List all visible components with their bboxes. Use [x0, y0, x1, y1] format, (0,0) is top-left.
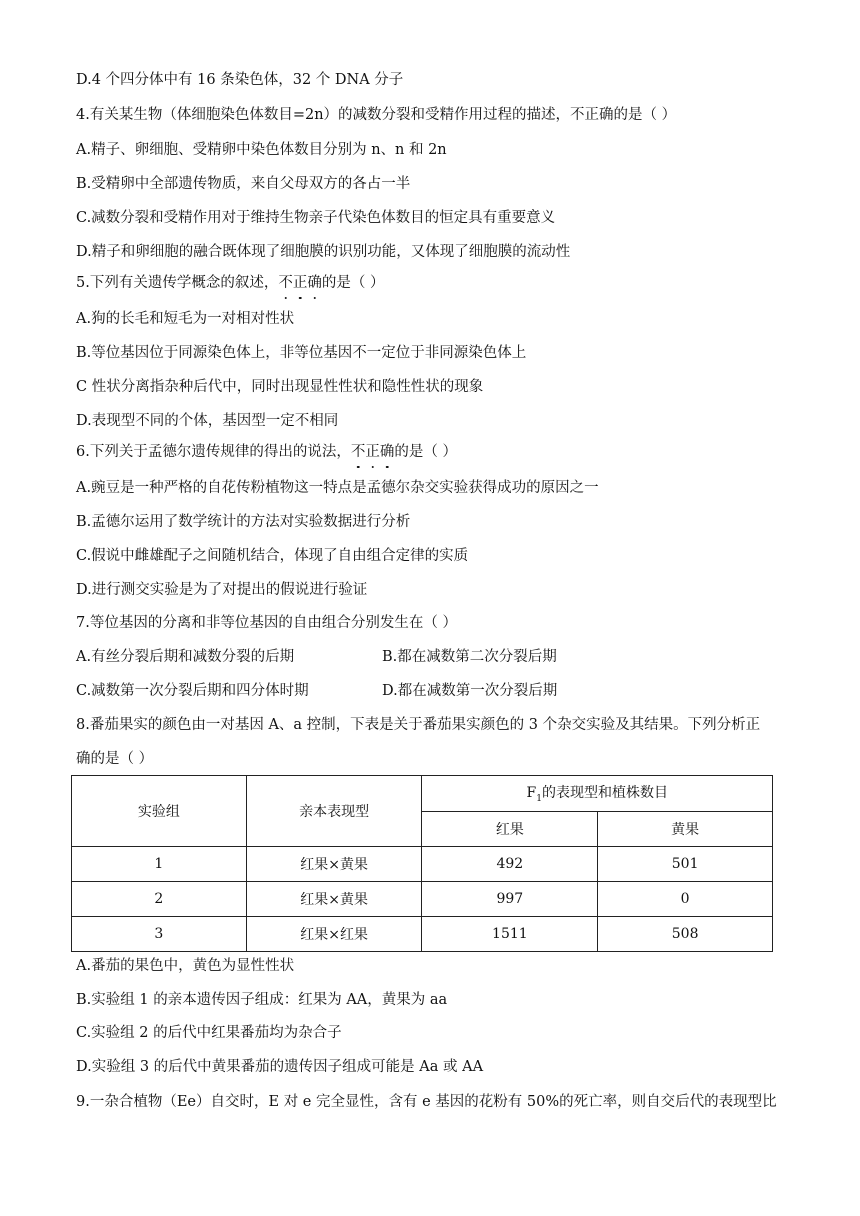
q6-emph-char: 不	[350, 444, 366, 460]
question-8-line-2: 确的是（ ）	[76, 751, 154, 767]
header-f1	[422, 776, 773, 812]
question-4: 4.有关某生物（体细胞染色体数目=2n）的减数分裂和受精作用过程的描述，不正确的是（ ）	[76, 107, 677, 123]
question-5	[76, 273, 384, 293]
q4-option-c: C.减数分裂和受精作用对于维持生物亲子代染色体数目的恒定具有重要意义	[76, 210, 556, 226]
table-row	[72, 882, 773, 917]
q7-option-a: A.有丝分裂后期和减数分裂的后期	[76, 649, 295, 665]
q6-option-b: B.孟德尔运用了数学统计的方法对实验数据进行分析	[76, 514, 411, 530]
q8-option-d: D.实验组 3 的后代中黄果番茄的遗传因子组成可能是 Aa 或 AA	[76, 1059, 484, 1075]
q6-emphasis	[351, 444, 395, 460]
q5-emph-char: 确	[307, 275, 322, 291]
cell-group: 2	[72, 882, 247, 917]
q8-option-b: B.实验组 1 的亲本遗传因子组成：红果为 AA，黄果为 aa	[76, 992, 448, 1008]
q5-option-d: D.表现型不同的个体，基因型一定不相同	[76, 413, 339, 429]
table-header-row	[72, 776, 773, 812]
cell-yellow: 508	[598, 917, 773, 952]
question-9: 9.一杂合植物（Ee）自交时，E 对 e 完全显性，含有 e 基因的花粉有 50%的死亡率，则自交后代的表现型比	[76, 1094, 777, 1110]
q5-option-a: A.狗的长毛和短毛为一对相对性状	[76, 311, 295, 327]
cell-yellow: 501	[598, 847, 773, 882]
q5-option-b: B.等位基因位于同源染色体上，非等位基因不一定位于非同源染色体上	[76, 345, 527, 361]
question-8-line-1: 8.番茄果实的颜色由一对基因 A、a 控制，下表是关于番茄果实颜色的 3 个杂交实验及其结果。下列分析正	[76, 717, 761, 733]
cell-parent: 红果×黄果	[246, 882, 422, 917]
q7-option-c: C.减数第一次分裂后期和四分体时期	[76, 683, 309, 699]
header-parent: 亲本表现型	[246, 776, 422, 847]
q5-emph-char: 不	[278, 275, 293, 291]
q6-stem: 6.下列关于孟德尔遗传规律的得出的说法，	[76, 444, 351, 460]
q4-option-d: D.精子和卵细胞的融合既体现了细胞膜的识别功能，又体现了细胞膜的流动性	[76, 244, 571, 260]
header-group: 实验组	[72, 776, 247, 847]
q7-option-b: B.都在减数第二次分裂后期	[382, 649, 557, 665]
q7-option-d: D.都在减数第一次分裂后期	[382, 683, 558, 699]
cell-red: 492	[422, 847, 598, 882]
f1-letter: F	[526, 785, 537, 802]
cell-red: 1511	[422, 917, 598, 952]
q4-option-b: B.受精卵中全部遗传物质，来自父母双方的各占一半	[76, 176, 411, 192]
f1-subscript: 1	[536, 794, 542, 805]
q5-stem: 5.下列有关遗传学概念的叙述，	[76, 275, 279, 291]
q5-emphasis	[278, 275, 322, 291]
q5-stem-end: 的是（ ）	[321, 275, 385, 291]
q4-option-a: A.精子、卵细胞、受精卵中染色体数目分别为 n、n 和 2n	[76, 142, 447, 158]
question-6	[76, 442, 457, 462]
table-row	[72, 847, 773, 882]
cell-red: 997	[422, 882, 598, 917]
cell-yellow: 0	[598, 882, 773, 917]
question-7: 7.等位基因的分离和非等位基因的自由组合分别发生在（ ）	[76, 615, 457, 631]
f1-caption: 的表现型和植株数目	[541, 785, 668, 802]
q6-stem-end: 的是（ ）	[394, 444, 457, 460]
q5-option-c: C 性状分离指杂种后代中，同时出现显性性状和隐性性状的现象	[76, 379, 484, 395]
q6-option-a: A.豌豆是一种严格的自花传粉植物这一特点是孟德尔杂交实验获得成功的原因之一	[76, 480, 599, 496]
q6-option-d: D.进行测交实验是为了对提出的假说进行验证	[76, 582, 368, 598]
q8-option-c: C.实验组 2 的后代中红果番茄均为杂合子	[76, 1025, 342, 1041]
q3-option-d: D.4 个四分体中有 16 条染色体，32 个 DNA 分子	[76, 72, 404, 88]
q5-emph-char: 正	[292, 275, 308, 291]
header-yellow: 黄果	[598, 811, 773, 847]
q8-option-a: A.番茄的果色中，黄色为显性性状	[76, 958, 295, 974]
table-row	[72, 917, 773, 952]
q6-option-c: C.假说中雌雄配子之间随机结合，体现了自由组合定律的实质	[76, 548, 469, 564]
header-red: 红果	[422, 811, 598, 847]
cell-group: 1	[72, 847, 247, 882]
cell-parent: 红果×红果	[246, 917, 422, 952]
experiment-table	[71, 775, 773, 952]
cell-parent: 红果×黄果	[246, 847, 422, 882]
q6-emph-char: 确	[379, 444, 395, 460]
cell-group: 3	[72, 917, 247, 952]
q6-emph-char: 正	[365, 444, 380, 460]
